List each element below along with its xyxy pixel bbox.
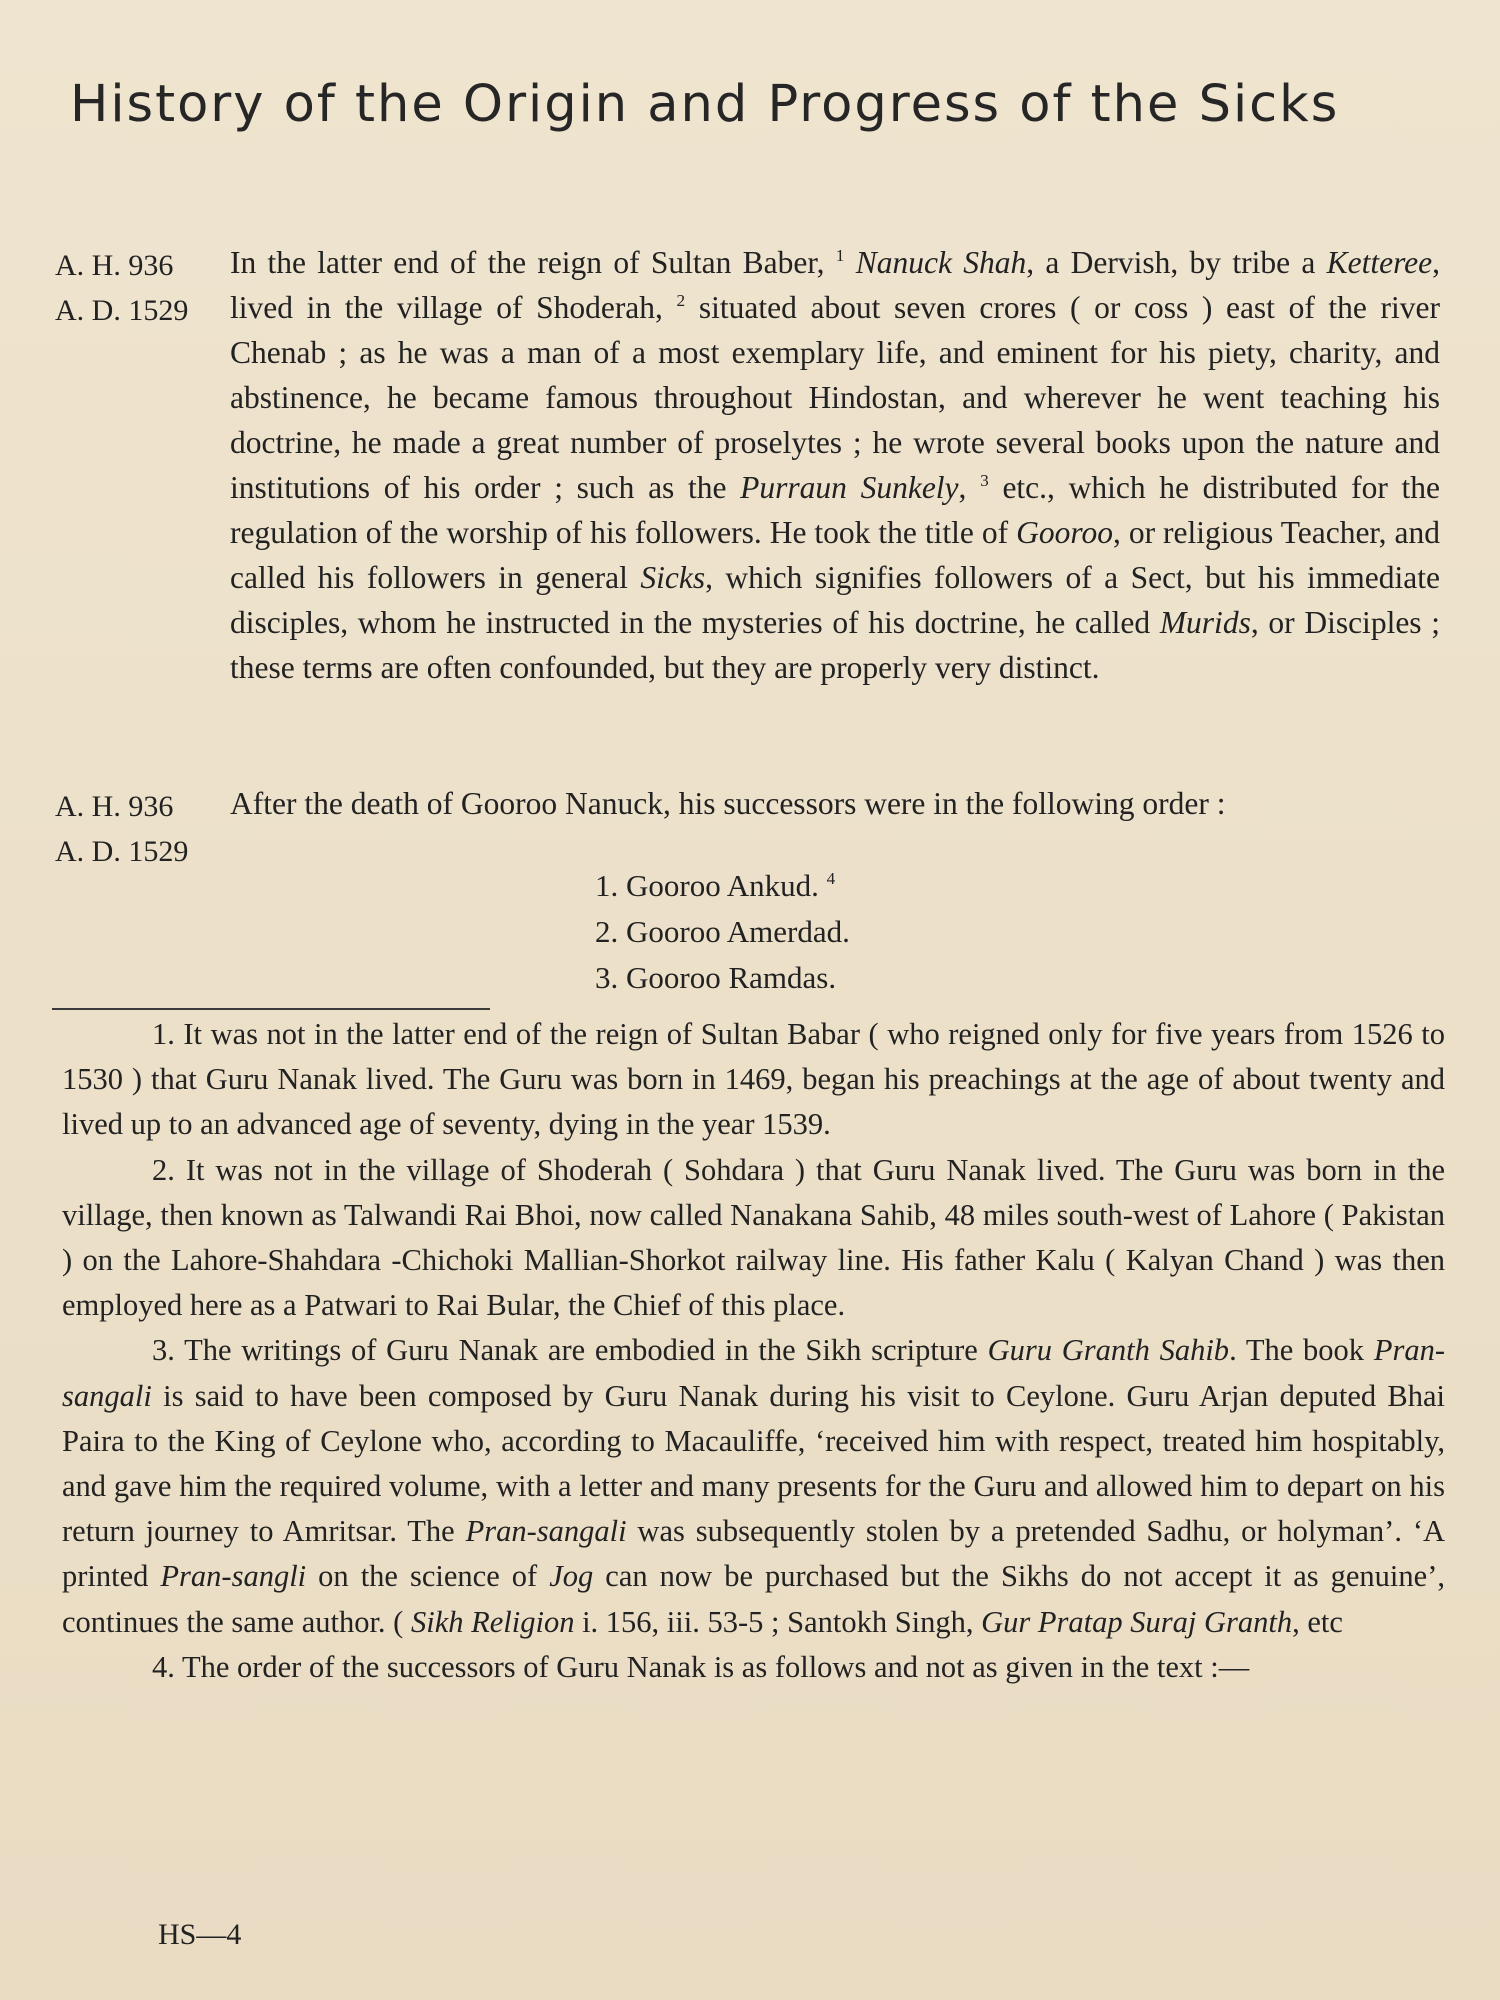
margin-date-ad: A. D. 1529 <box>55 835 189 868</box>
footnote-ref: 1 <box>835 245 845 265</box>
margin-date-ah: A. H. 936 <box>55 249 174 282</box>
list-item: 3. Gooroo Ramdas. <box>595 960 837 995</box>
footnote-ref: 4 <box>826 869 836 889</box>
footnote-1: 1. It was not in the latter end of the reign of Sultan Babar ( who reigned only for five years from 1526 to 1530 ) that Guru Nanak lived. The Guru was born in 1469, began his preachings at the age of about twenty and lived up to an advanced age of seventy, dying in the year 1539. <box>62 1017 1445 1142</box>
page-title: History of the Origin and Progress of the Sicks <box>70 75 1340 134</box>
footnote-ref: 3 <box>980 470 989 490</box>
paragraph-successors: After the death of Gooroo Nanuck, his successors were in the following order : <box>230 786 1226 821</box>
footnote-divider <box>52 1008 490 1010</box>
footnote-ref: 2 <box>676 290 686 310</box>
footnotes <box>62 1012 1445 1690</box>
margin-date-ah: A. H. 936 <box>55 790 174 823</box>
margin-date-ad: A. D. 1529 <box>55 294 189 327</box>
page-signature: HS—4 <box>158 1918 242 1951</box>
successors-list <box>595 863 850 1001</box>
list-item: 1. Gooroo Ankud. $^4$ <box>595 868 836 903</box>
footnote-4: 4. The order of the successors of Guru Nanak is as follows and not as given in the text :— <box>152 1649 1250 1684</box>
list-item: 2. Gooroo Amerdad. <box>595 914 850 949</box>
footnote-2: 2. It was not in the village of Shoderah ( Sohdara ) that Guru Nanak lived. The Guru was born in the village, then known as Talwandi Rai Bhoi, now called Nanakana Sahib, 48 miles south-west of Lahore ( Pakistan ) on the Lahore-Shahdara -Chichoki Mallian-Shorkot railway line. His father Kalu ( Kalyan Chand ) was then employed here as a Patwari to Rai Bular, the Chief of this place. <box>62 1152 1445 1323</box>
paragraph-nanuck-shah: In the latter end of the reign of Sultan Baber, $^1$ Nanuck Shah, a Dervish, by tribe a Ketteree, lived in the village of Shoderah, $^2$ situated about seven crores ( or coss ) east of the river Chenab ; as he was a man of a most exemplary life, and eminent for his piety, charity, and abstinence, he became famous throughout Hindostan, and wherever he went teaching his doctrine, he made a great number of proselytes ; he wrote several books upon the nature and institutions of his order ; such as the Purraun Sunkely, $^3$ etc., which he distributed for the regulation of the worship of his followers. He took the title of Gooroo, or religious Teacher, and called his followers in general Sicks, which signifies followers of a Sect, but his immediate disciples, whom he instructed in the mysteries of his doctrine, he called Murids, or Disciples ; these terms are often confounded, but they are properly very distinct. <box>230 245 1441 685</box>
footnote-3: 3. The writings of Guru Nanak are embodied in the Sikh scripture Guru Granth Sahib. The book Pran-sangali is said to have been composed by Guru Nanak during his visit to Ceylone. Guru Arjan deputed Bhai Paira to the King of Ceylone who, according to Macauliffe, ‘received him with respect, treated him hospitably, and gave him the required volume, with a letter and many presents for the Guru and allowed him to depart on his return journey to Amritsar. The Pran-sangali was subsequently stolen by a pretended Sadhu, or holyman’. ‘A printed Pran-sangli on the science of Jog can now be purchased but the Sikhs do not accept it as genuine’, continues the same author. ( Sikh Religion i. 156, iii. 53-5 ; Santokh Singh, Gur Pratap Suraj Granth, etc <box>62 1333 1445 1639</box>
